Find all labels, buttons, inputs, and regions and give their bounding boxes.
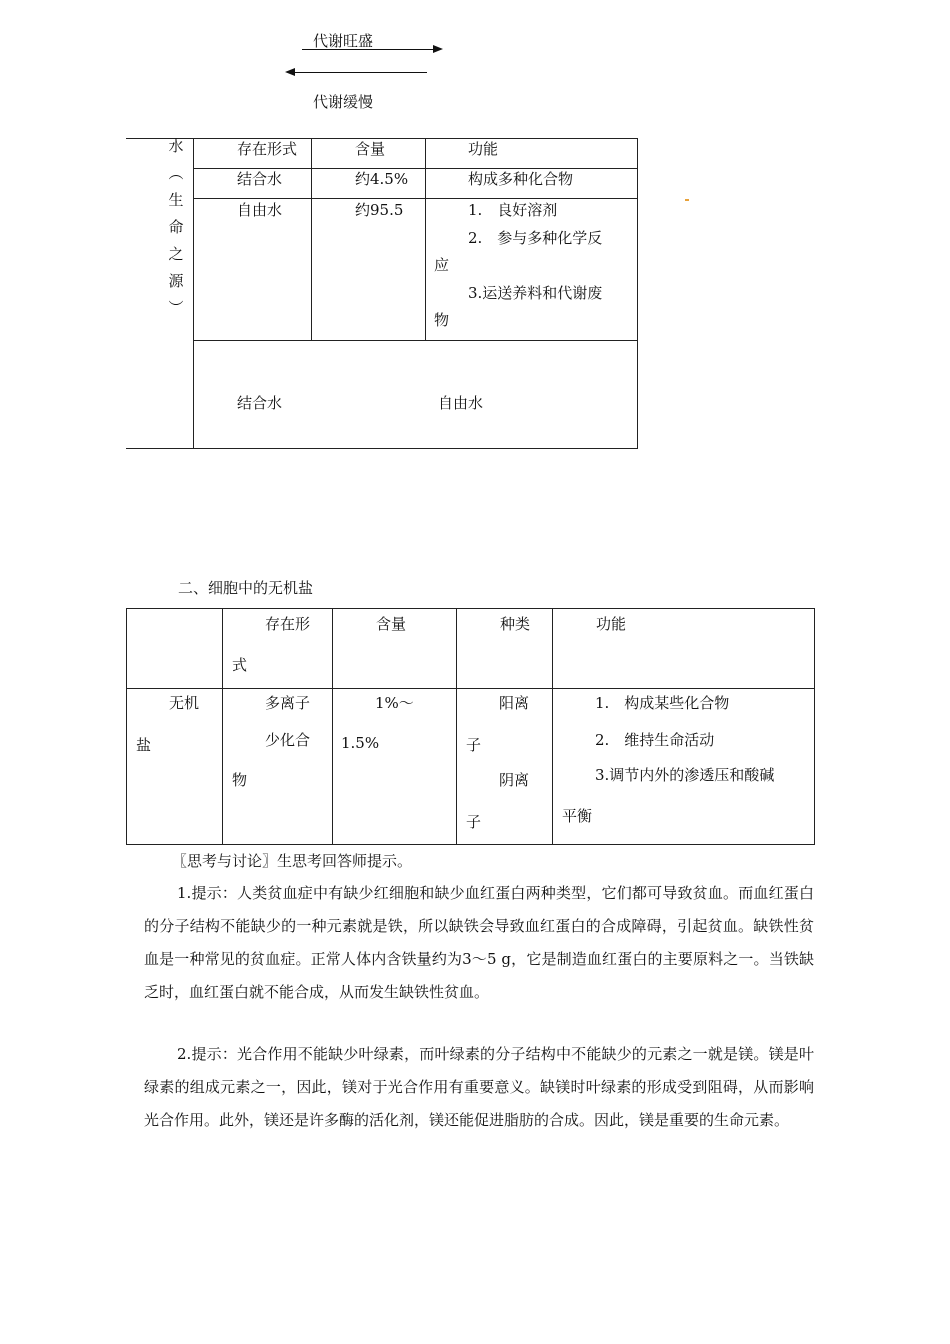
diagram-top-label: 代谢旺盛 [313, 32, 374, 50]
salt-form-2: 少化合 [265, 731, 311, 749]
salt-function-1: 1. 构成某些化合物 [595, 694, 730, 712]
free-water-function-2: 2. 参与多种化学反 [468, 229, 603, 247]
bottom-bound-water: 结合水 [237, 394, 283, 412]
salt-type-1: 阳离 [499, 694, 530, 712]
salt-type-4: 子 [466, 813, 482, 831]
salt-header-function: 功能 [596, 615, 627, 633]
salt-header-type: 种类 [500, 615, 531, 633]
salt-header-form-1: 存在形 [265, 615, 311, 633]
free-water-function-2b: 应 [434, 256, 450, 274]
discussion-paragraph-2: 2.提示：光合作用不能缺少叶绿素，而叶绿素的分子结构中不能缺少的元素之一就是镁。镁是叶绿素的组成元素之一，因此，镁对于光合作用有重要意义。缺镁时叶绿素的形成受到阻碍，从而影响光合作用。此外，镁还是许多酶的活化剂，镁还能促进脂肪的合成。因此，镁是重要的生命元素。 [144, 1045, 814, 1129]
diagram-bottom-label: 代谢缓慢 [313, 93, 374, 111]
header-form: 存在形式 [237, 140, 298, 158]
salt-type-2: 子 [466, 736, 482, 754]
bottom-free-water: 自由水 [438, 394, 484, 412]
salt-header-content: 含量 [376, 615, 407, 633]
salt-name-1: 无机 [169, 694, 200, 712]
bound-water-content: 约4.5% [355, 170, 409, 188]
salt-content-2: 1.5% [341, 734, 380, 752]
free-water-content: 约95.5 [355, 201, 404, 219]
discussion-paragraph-1: 1.提示：人类贫血症中有缺少红细胞和缺少血红蛋白两种类型，它们都可导致贫血。而血红蛋白的分子结构不能缺少的一种元素就是铁，所以缺铁会导致血红蛋白的合成障碍，引起贫血。缺铁性贫血是一种常见的贫血症。正常人体内含铁量约为3～5 g，它是制造血红蛋白的主要原料之一。当铁缺乏时，血红蛋白就不能合成，从而发生缺铁性贫血。 [144, 884, 814, 1001]
free-water-function-3b: 物 [434, 311, 450, 329]
section-title: 二、细胞中的无机盐 [178, 579, 314, 597]
right-arrowhead-icon [433, 45, 443, 53]
free-water-function-1: 1. 良好溶剂 [468, 201, 558, 219]
salt-function-2: 2. 维持生命活动 [595, 731, 715, 749]
header-content: 含量 [355, 140, 386, 158]
salt-function-4: 平衡 [562, 807, 593, 825]
bound-water-form: 结合水 [237, 170, 283, 188]
stray-mark [685, 199, 689, 201]
bound-water-function: 构成多种化合物 [468, 170, 574, 188]
right-arrow-line [302, 49, 434, 50]
salt-function-3: 3.调节内外的渗透压和酸碱 [595, 766, 775, 784]
salt-type-3: 阴离 [499, 771, 530, 789]
left-arrowhead-icon [285, 68, 295, 76]
salt-form-1: 多离子 [265, 694, 311, 712]
free-water-form: 自由水 [237, 201, 283, 219]
salt-name-2: 盐 [136, 736, 152, 754]
free-water-function-3: 3.运送养料和代谢废 [468, 284, 603, 302]
salt-content-1: 1%～ [375, 694, 414, 712]
water-row-label: 水 ︵ 生 命 之 源 ︶ [168, 137, 184, 317]
header-function: 功能 [468, 140, 499, 158]
salt-form-3: 物 [232, 771, 248, 789]
left-arrow-line [294, 72, 427, 73]
discussion-heading: 〖思考与讨论〗生思考回答师提示。 [172, 852, 413, 870]
salt-header-form-2: 式 [232, 656, 248, 674]
